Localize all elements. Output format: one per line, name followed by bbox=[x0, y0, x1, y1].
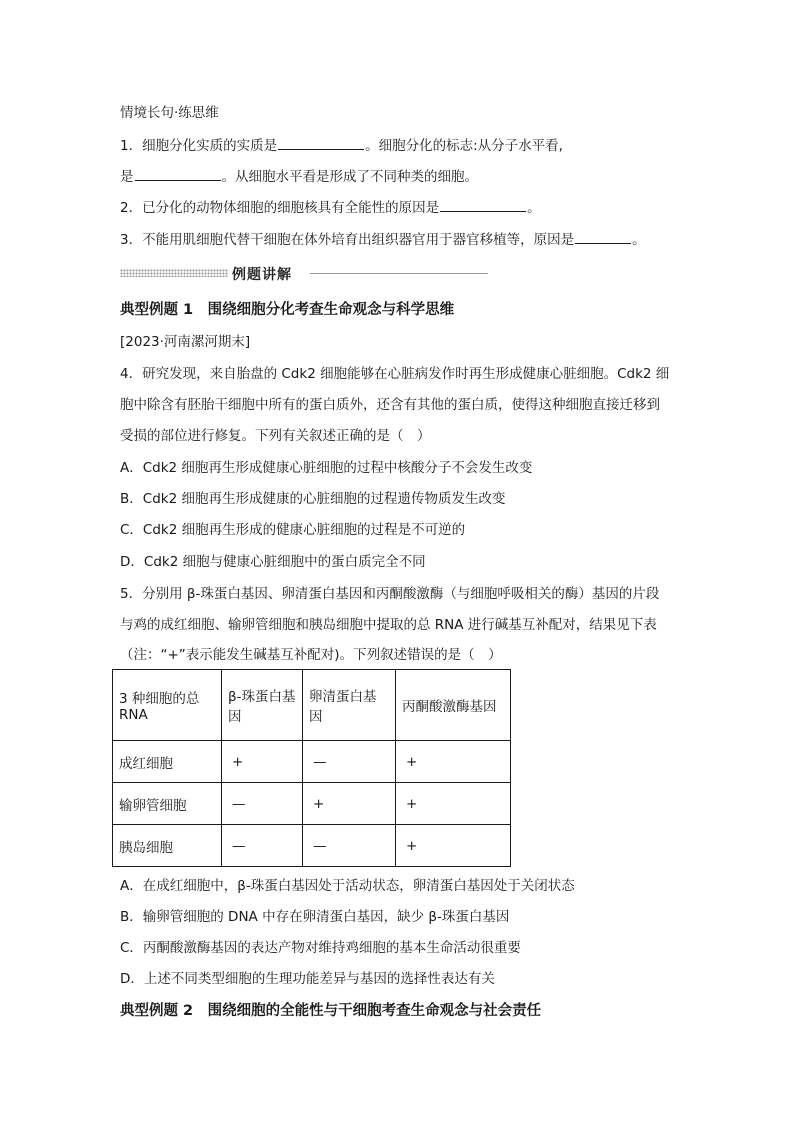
table-header-row bbox=[113, 670, 511, 741]
table-cell: 成红细胞 bbox=[113, 741, 222, 783]
q5-stem-line-1: 5．分别用 β-珠蛋白基因、卵清蛋白基因和丙酮酸激酶（与细胞呼吸相关的酶）基因的片段 bbox=[120, 586, 660, 602]
banner-title: 例题讲解 bbox=[232, 267, 292, 283]
q5-stem-line-2: 与鸡的成红细胞、输卵管细胞和胰岛细胞中提取的总 RNA 进行碱基互补配对，结果见下表 bbox=[120, 617, 657, 633]
q3-blank[interactable] bbox=[575, 229, 631, 244]
q1-blank-2[interactable] bbox=[135, 166, 221, 181]
q1-text-b: 。细胞分化的标志:从分子水平看, bbox=[365, 138, 563, 154]
table-mark: + bbox=[406, 837, 418, 854]
example-1-title: 典型例题 1 围绕细胞分化考查生命观念与科学思维 bbox=[120, 302, 455, 318]
q2-blank[interactable] bbox=[440, 197, 526, 212]
table-mark: + bbox=[313, 795, 325, 812]
table-mark: — bbox=[232, 837, 246, 854]
example-1-source: [2023·河南漯河期末] bbox=[120, 334, 251, 350]
q4-option-a: A．Cdk2 细胞再生形成健康心脏细胞的过程中核酸分子不会发生改变 bbox=[120, 460, 533, 476]
table-cell bbox=[222, 783, 303, 825]
banner-dot-pattern bbox=[120, 269, 228, 277]
table-row bbox=[113, 741, 511, 783]
q5-option-b: B．输卵管细胞的 DNA 中存在卵清蛋白基因，缺少 β-珠蛋白基因 bbox=[120, 909, 510, 925]
table-row bbox=[113, 825, 511, 867]
q2-text-b: 。 bbox=[527, 200, 541, 216]
table-cell: 胰岛细胞 bbox=[113, 825, 222, 867]
q4-option-d: D．Cdk2 细胞与健康心脏细胞中的蛋白质完全不同 bbox=[120, 554, 426, 570]
q4-stem-line-3: 受损的部位进行修复。下列有关叙述正确的是（ ） bbox=[120, 428, 431, 444]
table-cell bbox=[396, 741, 511, 783]
intro-heading: 情境长句·练思维 bbox=[120, 105, 219, 121]
q3-text-a: 3．不能用肌细胞代替干细胞在体外培育出组织器官用于器官移植等，原因是 bbox=[120, 232, 575, 248]
table-mark: + bbox=[406, 753, 418, 770]
table-cell: 输卵管细胞 bbox=[113, 783, 222, 825]
table-mark: + bbox=[232, 753, 244, 770]
q5-option-a: A．在成红细胞中，β-珠蛋白基因处于活动状态，卵清蛋白基因处于关闭状态 bbox=[120, 878, 575, 894]
q4-stem-line-2: 胞中除含有胚胎干细胞中所有的蛋白质外，还含有其他的蛋白质，使得这种细胞直接迁移到 bbox=[120, 397, 660, 413]
table-mark: — bbox=[232, 795, 246, 812]
table-header-cell: 卵清蛋白基因 bbox=[303, 670, 396, 741]
q1-text-a: 1．细胞分化实质的实质是 bbox=[120, 138, 278, 154]
section-banner bbox=[120, 263, 488, 283]
gene-pairing-table bbox=[112, 669, 511, 867]
table-mark: + bbox=[406, 795, 418, 812]
table-cell bbox=[303, 825, 396, 867]
q2-text-a: 2．已分化的动物体细胞的细胞核具有全能性的原因是 bbox=[120, 200, 440, 216]
q3-text-b: 。 bbox=[632, 232, 646, 248]
q5-option-d: D．上述不同类型细胞的生理功能差异与基因的选择性表达有关 bbox=[120, 971, 495, 987]
question-1-line-1 bbox=[120, 135, 563, 155]
question-3 bbox=[120, 229, 646, 249]
banner-rule bbox=[310, 273, 488, 274]
table-cell bbox=[222, 825, 303, 867]
q1-blank-1[interactable] bbox=[278, 135, 364, 150]
q4-stem-line-1: 4．研究发现，来自胎盘的 Cdk2 细胞能够在心脏病发作时再生形成健康心脏细胞。Cdk2 细 bbox=[120, 366, 670, 382]
table-cell bbox=[396, 783, 511, 825]
question-2 bbox=[120, 197, 541, 217]
q1-text-d: 。从细胞水平看是形成了不同种类的细胞。 bbox=[221, 169, 478, 185]
q5-stem-line-3: （注：“+”表示能发生碱基互补配对)。下列叙述错误的是（ ） bbox=[120, 647, 502, 663]
table-header-cell: 3 种细胞的总 RNA bbox=[113, 670, 222, 741]
table-cell bbox=[303, 783, 396, 825]
table-mark: — bbox=[313, 753, 327, 770]
q5-option-c: C．丙酮酸激酶基因的表达产物对维持鸡细胞的基本生命活动很重要 bbox=[120, 940, 521, 956]
table-cell bbox=[396, 825, 511, 867]
table-header-cell: β-珠蛋白基因 bbox=[222, 670, 303, 741]
table-mark: — bbox=[313, 837, 327, 854]
q1-text-c: 是 bbox=[120, 169, 134, 185]
question-1-line-2 bbox=[120, 166, 478, 186]
q4-option-c: C．Cdk2 细胞再生形成的健康心脏细胞的过程是不可逆的 bbox=[120, 522, 466, 538]
table-cell bbox=[303, 741, 396, 783]
example-2-title: 典型例题 2 围绕细胞的全能性与干细胞考查生命观念与社会责任 bbox=[120, 1003, 542, 1019]
table-cell bbox=[222, 741, 303, 783]
q4-option-b: B．Cdk2 细胞再生形成健康的心脏细胞的过程遗传物质发生改变 bbox=[120, 491, 506, 507]
table-row bbox=[113, 783, 511, 825]
table-header-cell: 丙酮酸激酶基因 bbox=[396, 670, 511, 741]
